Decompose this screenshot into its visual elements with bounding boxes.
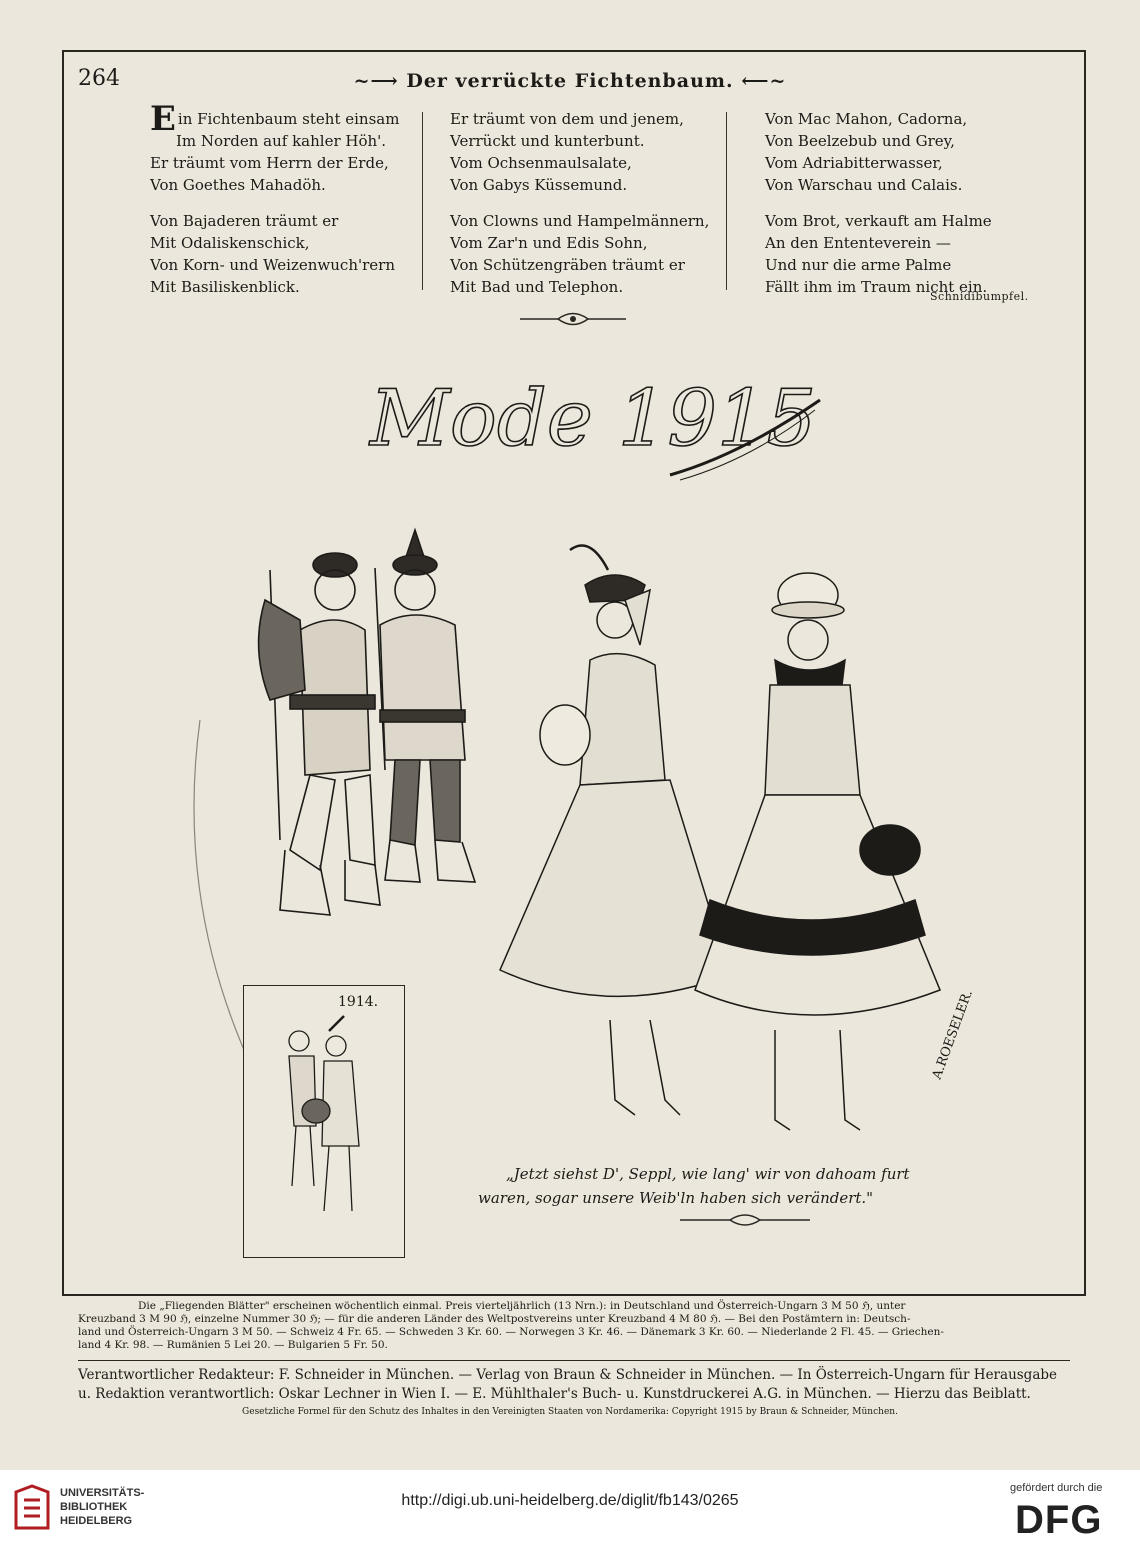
poem-line: Von Clowns und Hampelmännern, bbox=[450, 212, 710, 230]
poem-line: Von Bajaderen träumt er bbox=[150, 212, 339, 230]
inset-frame bbox=[243, 985, 405, 1258]
poem-line: Verrückt und kunterbunt. bbox=[450, 132, 645, 150]
footer-rule bbox=[78, 1360, 1070, 1361]
poem-stanza bbox=[150, 99, 430, 196]
poem-line: Von Goethes Mahadöh. bbox=[150, 176, 326, 194]
university-name-line: UNIVERSITÄTS- bbox=[60, 1487, 145, 1499]
cartoon-caption bbox=[478, 1162, 998, 1210]
poem-author: Schnidibumpfel. bbox=[930, 290, 1029, 303]
column-divider bbox=[422, 112, 423, 290]
poem-line: Mit Odaliskenschick, bbox=[150, 234, 310, 252]
ornament-divider bbox=[680, 1215, 810, 1225]
poem-line: Er träumt vom Herrn der Erde, bbox=[150, 154, 389, 172]
header-ornament-right: ⟵~ bbox=[733, 70, 787, 92]
poem-line: Von Mac Mahon, Cadorna, bbox=[765, 110, 968, 128]
poem-stanza bbox=[765, 108, 1045, 196]
notice-line: Kreuzband 3 M 90 ℌ, einzelne Nummer 30 ℌ; — für die anderen Länder des Weltpostvereins unter Kreuzband 4 M 80 ℌ. — Bei den Postämtern in: Deutsch- bbox=[78, 1313, 911, 1325]
soldier-figure bbox=[259, 553, 380, 915]
poem-stanza bbox=[450, 210, 730, 298]
column-divider bbox=[726, 112, 727, 290]
poem-line: Und nur die arme Palme bbox=[765, 256, 952, 274]
dfg-logo[interactable]: DFG bbox=[1015, 1498, 1103, 1542]
header-title bbox=[0, 70, 1140, 92]
lady-figure bbox=[500, 546, 730, 1116]
poem-line: Von Schützengräben träumt er bbox=[450, 256, 685, 274]
poem-line: Von Warschau und Calais. bbox=[765, 176, 963, 194]
soldier-figure bbox=[375, 530, 475, 882]
poem-line: Vom Brot, verkauft am Halme bbox=[765, 212, 992, 230]
poem-line: Von Gabys Küssemund. bbox=[450, 176, 628, 194]
viewer-bottom-bar bbox=[0, 1470, 1140, 1554]
copyright-notice: Gesetzliche Formel für den Schutz des Inhaltes in den Vereinigten Staaten von Nordamerika: Copyright 1915 by Braun & Schneider, München. bbox=[242, 1407, 898, 1417]
inset-illustration bbox=[244, 986, 404, 1256]
poem-line: Vom Zar'n und Edis Sohn, bbox=[450, 234, 648, 252]
notice-line: land und Österreich-Ungarn 3 M 50. — Schweiz 4 Fr. 65. — Schweden 3 Kr. 60. — Norwegen 3 Kr. 46. — Dänemark 3 Kr. 60. — Niederlande 2 Fl. 45. — Griechen- bbox=[78, 1326, 944, 1338]
permalink-url[interactable]: http://digi.ub.uni-heidelberg.de/diglit/fb143/0265 bbox=[401, 1492, 739, 1509]
poem-line: Mit Bad und Telephon. bbox=[450, 278, 624, 296]
notice-line: Die „Fliegenden Blätter" erscheinen wöchentlich einmal. Preis vierteljährlich (13 Nrn.): in Deutschland und Österreich-Ungarn 3 M 50 ℌ, unter bbox=[138, 1300, 906, 1312]
poem-line: An den Ententeverein — bbox=[765, 234, 951, 252]
header-ornament-left: ~⟶ bbox=[353, 70, 407, 92]
imprint-line: u. Redaktion verantwortlich: Oskar Lechner in Wien I. — E. Mühlthaler's Buch- u. Kunstdruckerei A.G. in München. — Hierzu das Beiblatt. bbox=[78, 1386, 1031, 1402]
editor-imprint bbox=[78, 1366, 1070, 1404]
poem-stanza bbox=[450, 108, 730, 196]
poem-line: Mit Basiliskenblick. bbox=[150, 278, 300, 296]
cartoon-title bbox=[350, 360, 830, 490]
lady-figure bbox=[695, 573, 940, 1130]
inset-year: 1914. bbox=[338, 994, 379, 1010]
funding-label: gefördert durch die bbox=[1010, 1482, 1103, 1494]
poem-column-2 bbox=[450, 108, 730, 312]
poem-line: Er träumt von dem und jenem, bbox=[450, 110, 684, 128]
university-name-line: BIBLIOTHEK bbox=[60, 1501, 128, 1513]
imprint-line: Verantwortlicher Redakteur: F. Schneider in München. — Verlag von Braun & Schneider in München. — In Österreich-Ungarn für Herausgabe bbox=[78, 1367, 1058, 1383]
poem-line: Vom Adriabitterwasser, bbox=[765, 154, 943, 172]
poem-column-3 bbox=[765, 108, 1045, 312]
poem-line: Fällt ihm im Traum nicht ein. bbox=[765, 278, 988, 296]
poem-line: Im Norden auf kahler Höh'. bbox=[176, 132, 387, 150]
poem-stanza bbox=[765, 210, 1045, 298]
caption-line: waren, sogar unsere Weib'ln haben sich verändert." bbox=[478, 1189, 874, 1207]
cartoon-title-text: Mode 1915 bbox=[370, 374, 817, 464]
university-name-line: HEIDELBERG bbox=[60, 1515, 133, 1527]
caption-line: „Jetzt siehst D', Seppl, wie lang' wir von dahoam furt bbox=[506, 1165, 910, 1183]
dropcap: E bbox=[150, 99, 176, 139]
poem-line: Von Beelzebub und Grey, bbox=[765, 132, 955, 150]
ornament-divider bbox=[518, 308, 628, 330]
header-title-text: Der verrückte Fichtenbaum. bbox=[406, 70, 734, 92]
page-number: 264 bbox=[78, 66, 120, 91]
poem-line: Ein Fichtenbaum steht einsam bbox=[150, 99, 400, 139]
poem-line: Vom Ochsenmaulsalate, bbox=[450, 154, 632, 172]
poem-column-1 bbox=[150, 99, 430, 312]
poem-stanza bbox=[150, 210, 430, 298]
subscription-notice bbox=[78, 1300, 1070, 1352]
notice-line: land 4 Kr. 98. — Rumänien 5 Lei 20. — Bulgarien 5 Fr. 50. bbox=[78, 1339, 388, 1351]
poem-line: Von Korn- und Weizenwuch'rern bbox=[150, 256, 395, 274]
artist-signature: A.ROESELER. bbox=[929, 987, 976, 1082]
